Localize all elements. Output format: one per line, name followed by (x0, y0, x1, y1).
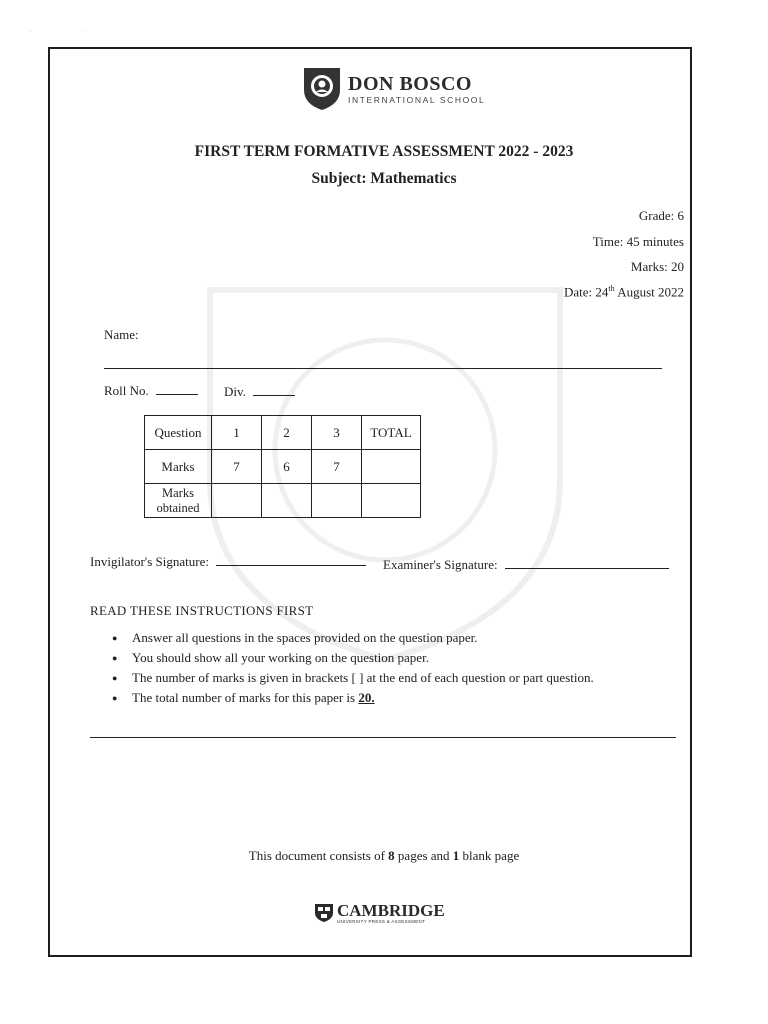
date-prefix: Date: 24 (564, 284, 609, 300)
name-label: Name: (104, 327, 139, 342)
marks-header: Marks (145, 450, 212, 484)
invigilator-label: Invigilator's Signature: (90, 554, 209, 569)
question-header: Question (145, 416, 212, 450)
pages-suffix: blank page (459, 848, 520, 863)
marks-table (144, 415, 421, 518)
obtained-q3-cell[interactable] (312, 484, 362, 518)
school-logo (302, 66, 485, 112)
marks-total-cell[interactable] (362, 450, 421, 484)
invigilator-field (90, 554, 366, 570)
list-item (112, 688, 594, 708)
total-marks-value: 20. (358, 690, 375, 705)
cambridge-subtitle: UNIVERSITY PRESS & ASSESSMENT (337, 919, 426, 924)
obtained-label-line1: Marks (162, 486, 194, 501)
list-item: ● The number of marks is given in brackets [ ] at the end of each question or part question. (112, 668, 594, 688)
grade-text: Grade: 6 (638, 208, 684, 223)
div-blank[interactable] (253, 395, 295, 396)
question-3: 3 (312, 416, 362, 450)
scan-specks: . . (30, 28, 113, 34)
question-2: 2 (262, 416, 312, 450)
obtained-label-line2: obtained (156, 500, 200, 515)
assessment-title: FIRST TERM FORMATIVE ASSESSMENT 2022 - 2023 (194, 143, 574, 160)
table-row (145, 450, 421, 484)
roll-label: Roll No. (104, 383, 149, 398)
marks-q3: 7 (312, 450, 362, 484)
pages-middle: pages and (394, 848, 453, 863)
section-divider (90, 737, 676, 738)
school-subtitle: INTERNATIONAL SCHOOL (348, 94, 486, 105)
list-item: ● You should show all your working on the question paper. (112, 648, 594, 668)
invigilator-signature-line[interactable] (216, 565, 366, 566)
examiner-field (383, 557, 669, 573)
examiner-signature-line[interactable] (505, 568, 669, 569)
table-row (145, 484, 421, 518)
pages-prefix: This document consists of (248, 848, 389, 863)
pages-count: 8 (388, 848, 395, 863)
date-month-year: August 2022 (614, 284, 684, 300)
name-line[interactable] (104, 368, 662, 369)
obtained-q2-cell[interactable] (262, 484, 312, 518)
marks-q1: 7 (212, 450, 262, 484)
obtained-header (145, 484, 212, 518)
div-label: Div. (224, 384, 246, 399)
roll-field (104, 383, 198, 399)
cambridge-shield-icon (314, 903, 334, 923)
school-name: DON BOSCO (348, 72, 472, 95)
obtained-total-cell[interactable] (362, 484, 421, 518)
examiner-label: Examiner's Signature: (383, 557, 498, 572)
instructions-list (112, 628, 594, 708)
total-header: TOTAL (362, 416, 421, 450)
question-1: 1 (212, 416, 262, 450)
blank-count: 1 (452, 848, 460, 863)
roll-blank[interactable] (156, 394, 198, 395)
marks-q2: 6 (262, 450, 312, 484)
cambridge-name: CAMBRIDGE (337, 901, 445, 920)
total-marks-text: The total number of marks for this paper is (132, 690, 359, 705)
table-row (145, 416, 421, 450)
date-text (564, 284, 684, 300)
list-item: ● Answer all questions in the spaces provided on the question paper. (112, 628, 594, 648)
cambridge-logo (314, 902, 445, 924)
assessment-subject: Subject: Mathematics (311, 170, 457, 187)
div-field (224, 384, 295, 400)
page-count-note (0, 848, 768, 864)
marks-text: Marks: 20 (630, 259, 684, 274)
date-suffix-sup: th (608, 284, 615, 293)
school-crest-icon (302, 66, 342, 112)
time-text: Time: 45 minutes (592, 234, 684, 249)
obtained-q1-cell[interactable] (212, 484, 262, 518)
instructions-title: READ THESE INSTRUCTIONS FIRST (90, 603, 314, 618)
